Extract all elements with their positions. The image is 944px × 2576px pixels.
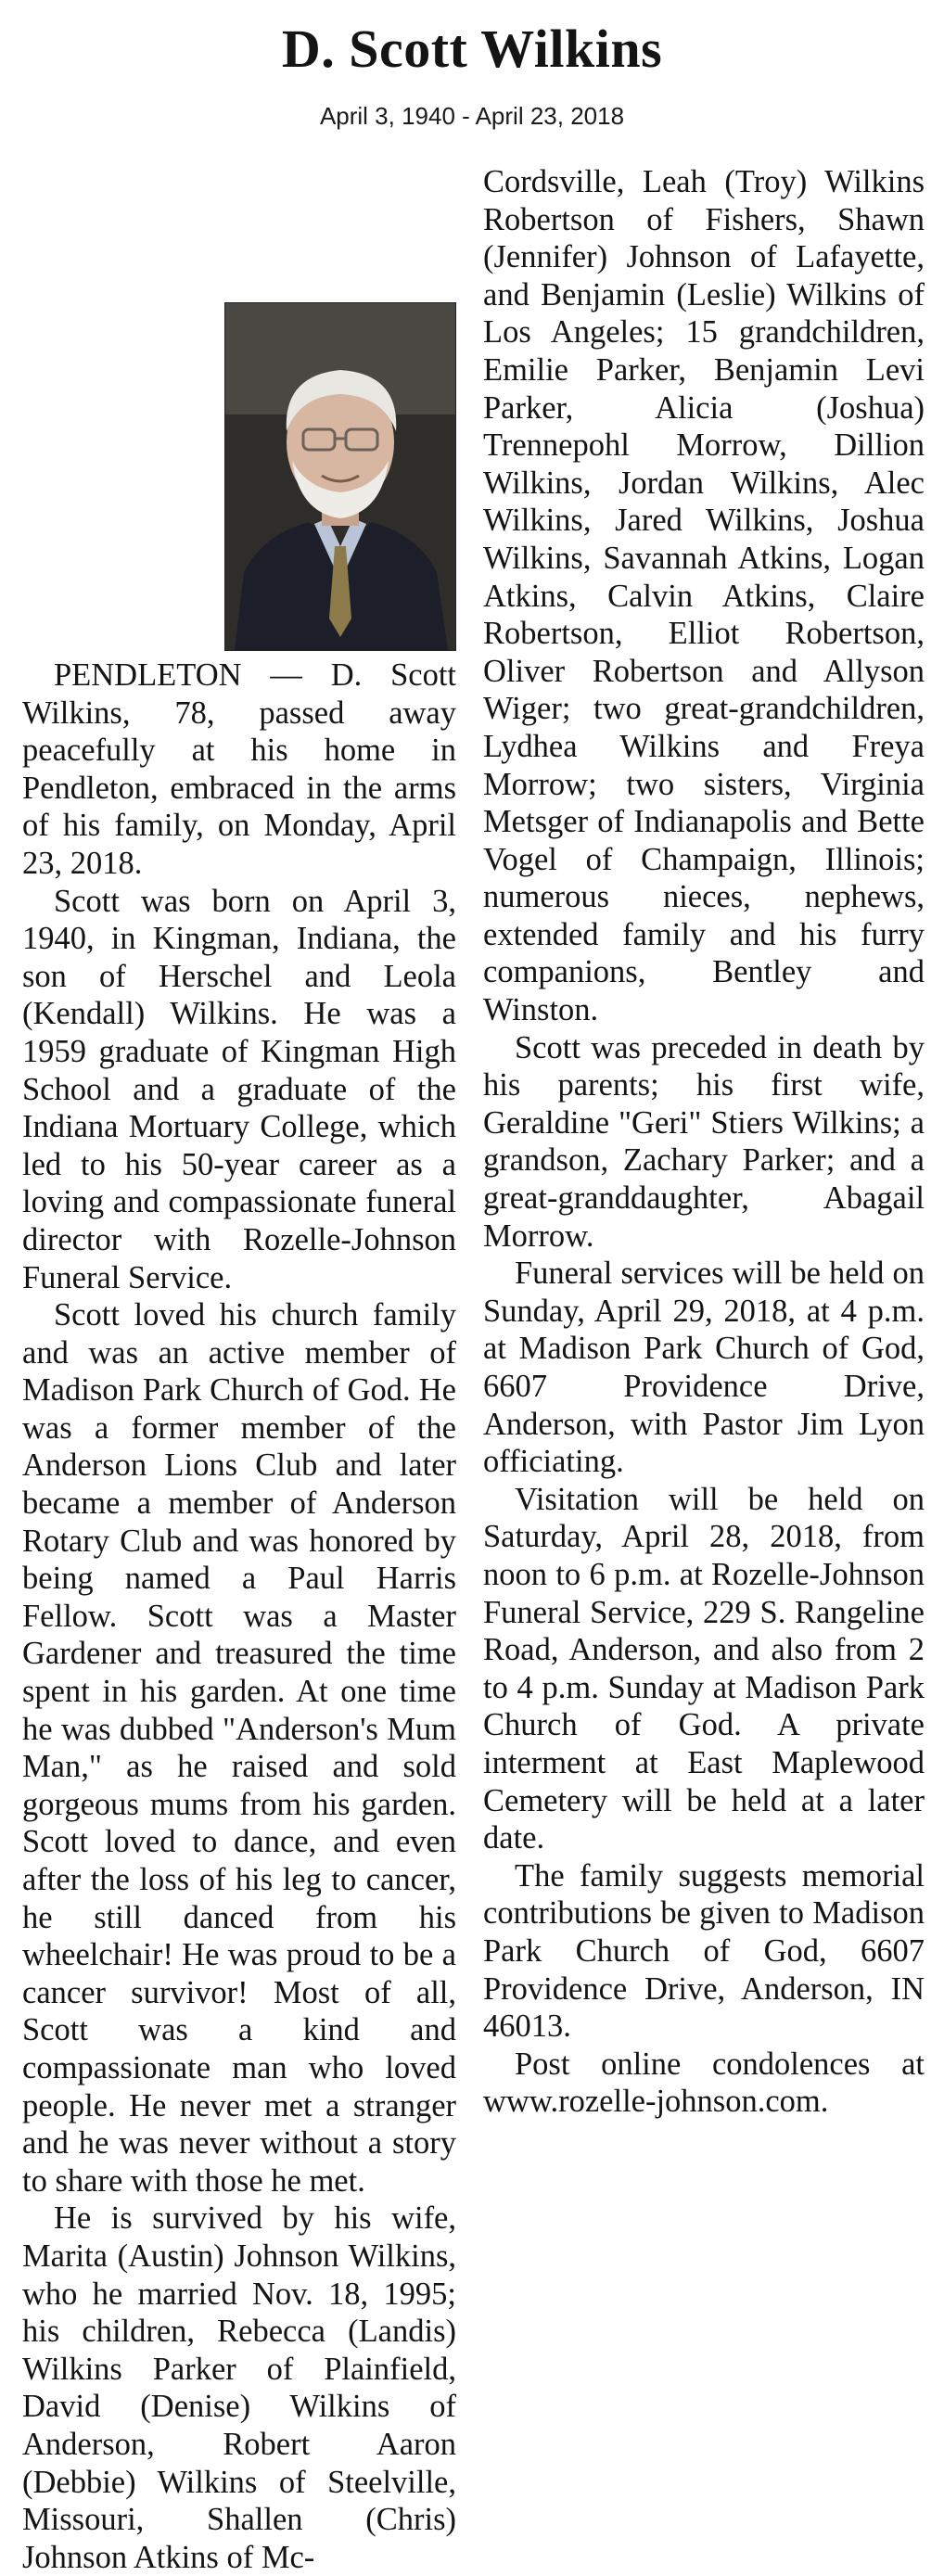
- paragraph-intro: [22, 163, 456, 883]
- paragraph-memorial: The family suggests memorial contributions be given to Madison Park Church of God, 6607 Providence Drive, Anderson, IN 46013.: [483, 1857, 925, 2045]
- paragraph-condolences: Post online condolences at www.rozelle-johnson.com.: [483, 2046, 925, 2120]
- obituary-title: D. Scott Wilkins: [281, 19, 663, 79]
- paragraph-visitation: Visitation will be held on Saturday, April 28, 2018, from noon to 6 p.m. at Rozelle-Johnson Funeral Service, 229 S. Rangeline Road, Anderson, and also from 2 to 4 p.m. Sunday at Madison Park Church of God. A private interment at East Maplewood Cemetery will be held at a later date.: [483, 1481, 925, 1856]
- paragraph-funeral: Funeral services will be held on Sunday, April 29, 2018, at 4 p.m. at Madison Park Church of God, 6607 Providence Drive, Anderson, with Pastor Jim Lyon officiating.: [483, 1256, 925, 1480]
- paragraph-survivors: He is survived by his wife, Marita (Austin) Johnson Wilkins, who he married Nov. 18, 1995; his children, Rebecca (Landis) Wilkins Parker of Plainfield, David (Denise) Wilkins of Anderson, Robert Aaron (Debbie) Wilkins of Steelville, Missouri, Shallen (Chris) Johnson Atkins of Mc-: [22, 2200, 456, 2575]
- paragraph-intro-text: PENDLETON — D. Scott Wilkins, 78, passed away peacefully at his home in Pendleton, embraced in the arms of his family, on Monday, April 23, 2018.: [22, 657, 456, 881]
- portrait-photo-icon: [224, 302, 456, 651]
- paragraph-survivors-cont: Cordsville, Leah (Troy) Wilkins Robertson of Fishers, Shawn (Jennifer) Johnson of Lafayette, and Benjamin (Leslie) Wilkins of Los Angeles; 15 grandchildren, Emilie Parker, Benjamin Levi Parker, Alicia (Joshua) Trennepohl Morrow, Dillion Wilkins, Jordan Wilkins, Alec Wilkins, Jared Wilkins, Joshua Wilkins, Savannah Atkins, Logan Atkins, Calvin Atkins, Claire Robertson, Elliot Robertson, Oliver Robertson and Allyson Wiger; two great-grandchildren, Lydhea Wilkins and Freya Morrow; two sisters, Virginia Metsger of Indianapolis and Bette Vogel of Champaign, Illinois; numerous nieces, nephews, extended family and his furry companions, Bentley and Winston.: [483, 164, 925, 1028]
- paragraph-birth: Scott was born on April 3, 1940, in Kingman, Indiana, the son of Herschel and Leola (Kendall) Wilkins. He was a 1959 graduate of Kingman High School and a graduate of the Indiana Mortuary College, which led to his 50-year career as a loving and compassionate funeral director with Rozelle-Johnson Funeral Service.: [22, 883, 456, 1295]
- life-dates: April 3, 1940 - April 23, 2018: [319, 102, 625, 130]
- paragraph-community: Scott loved his church family and was an active member of Madison Park Church of God. He was a former member of the Anderson Lions Club and later became a member of Anderson Rotary Club and was honored by being named a Paul Harris Fellow. Scott was a Master Gardener and treasured the time spent in his garden. At one time he was dubbed "Anderson's Mum Man," as he raised and sold gorgeous mums from his garden. Scott loved to dance, and even after the loss of his leg to cancer, he still danced from his wheelchair! He was proud to be a cancer survivor! Most of all, Scott was a kind and compassionate man who loved people. He never met a stranger and he was never without a story to share with those he met.: [22, 1297, 456, 2199]
- left-column: [22, 163, 456, 2576]
- portrait-photo-svg: [225, 303, 455, 650]
- paragraph-preceded: Scott was preceded in death by his parents; his first wife, Geraldine "Geri" Stiers Wilkins; a grandson, Zachary Parker; and a great-granddaughter, Abagail Morrow.: [483, 1029, 925, 1254]
- right-column: [483, 163, 925, 2121]
